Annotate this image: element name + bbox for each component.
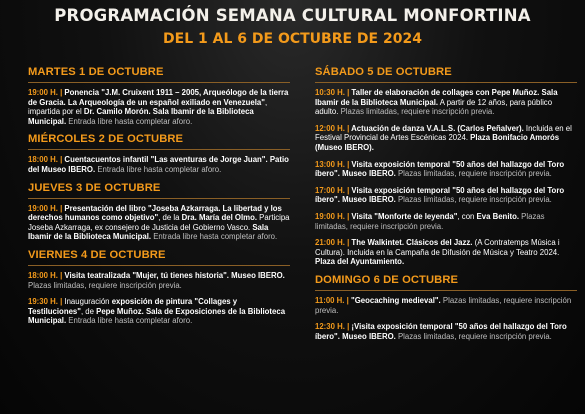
event-time: 18:00 H. | xyxy=(28,270,63,280)
event-text: Participa Joseba Azkarraga, ex consejero de Justicia del Gobierno Vasco. xyxy=(28,213,290,232)
event-text: , impartida por el xyxy=(28,97,268,117)
event-item xyxy=(28,297,290,326)
event-item xyxy=(315,212,577,231)
event-time: 21:00 H. | xyxy=(315,238,350,248)
event-venue: Dr. Camilo Morón. Sala Ibamir de la Biblioteca Municipal. xyxy=(28,107,254,126)
event-venue: Sala Ibamir de la Biblioteca Municipal. xyxy=(28,222,269,242)
event-note: Plazas limitadas, requiere inscripción previa. xyxy=(395,195,552,205)
event-note: Entrada libre hasta completar aforo. xyxy=(66,116,193,126)
event-text: (A Contratemps Música i Cultura). Incluida en la Campaña de Difusión de Música y Teatro 2024. xyxy=(315,238,560,257)
event-title: Ponencia "J.M. Cruixent 1911 – 2005, Arqueólogo de la tierra de Gracia. La Arqueología de un español exiliado en Venezuela" xyxy=(28,88,289,107)
event-venue: Plaza Bonifacio Amorós (Museo IBERO). xyxy=(315,133,560,152)
event-title: Actuación de danza V.A.L.S. (Carlos Peñalver). xyxy=(349,123,524,133)
event-item xyxy=(28,88,290,126)
event-time: 18:00 H. | xyxy=(28,155,63,165)
event-title: Visita teatralizada "Mujer, tú tienes historia". Museo IBERO. xyxy=(62,270,285,280)
event-title: Visita "Monforte de leyenda" xyxy=(349,211,458,221)
event-venue: exposición de pintura "Collages y Testiluciones" xyxy=(28,297,238,316)
event-title: ¡Visita exposición temporal "50 años del hallazgo del Toro íbero". Museo IBERO. xyxy=(315,322,567,341)
event-time: 10:30 H. | xyxy=(315,88,350,97)
event-item xyxy=(315,186,577,205)
day-heading: JUEVES 3 DE OCTUBRE xyxy=(28,181,161,194)
left-column xyxy=(28,66,290,333)
event-item xyxy=(28,271,290,290)
day-heading: VIERNES 4 DE OCTUBRE xyxy=(28,248,166,261)
event-title: Taller de elaboración de collages con Pepe Muñoz. Sala Ibamir de la Biblioteca Municipal. xyxy=(315,88,558,107)
date-range: DEL 1 AL 6 DE OCTUBRE DE 2024 xyxy=(163,31,422,47)
event-item xyxy=(315,88,577,117)
day-heading: DOMINGO 6 DE OCTUBRE xyxy=(315,273,459,286)
event-text: Inauguración xyxy=(62,297,112,307)
event-text: A partir de 12 años, para público adulto. xyxy=(315,97,553,117)
event-note: Plazas limitadas, requiere inscripción previa. xyxy=(395,331,552,341)
event-time: 19:00 H. | xyxy=(315,211,350,221)
event-note: Plazas limitadas, requiere inscripción previa. xyxy=(28,280,182,290)
event-venue: Dra. María del Olmo. xyxy=(181,213,258,223)
event-note: Plazas limitadas, requiere inscripción previa. xyxy=(395,169,552,179)
event-time: 17:00 H. | xyxy=(315,185,350,195)
event-item xyxy=(315,124,577,153)
event-title: The Walkintet. Clásicos del Jazz. xyxy=(349,238,473,248)
event-time: 11:00 H. | xyxy=(315,295,349,305)
event-time: 12:00 H. | xyxy=(315,123,350,133)
event-note: Plazas limitadas, requiere inscripción previa. xyxy=(315,211,545,231)
event-time: 19:00 H. | xyxy=(28,88,63,97)
event-venue: Plaza del Ayuntamiento. xyxy=(315,257,405,267)
event-item xyxy=(28,155,290,174)
day-divider xyxy=(28,198,290,199)
day-divider xyxy=(28,149,290,150)
event-text: , de xyxy=(80,306,97,316)
event-venue: Pepe Muñoz. Sala de Exposiciones de la Biblioteca Municipal. xyxy=(28,306,286,326)
event-item xyxy=(315,322,577,341)
event-note: Entrada libre hasta completar aforo. xyxy=(95,164,222,174)
day-divider xyxy=(315,82,577,83)
event-note: Plazas limitadas, requiere inscripción previa. xyxy=(338,107,495,117)
event-title: "Geocaching medieval". xyxy=(348,295,441,305)
event-title: Cuentacuentos infantil "Las aventuras de Jorge Juan". Patio del Museo IBERO. xyxy=(28,155,289,174)
day-heading: MIÉRCOLES 2 DE OCTUBRE xyxy=(28,133,184,146)
day-heading: MARTES 1 DE OCTUBRE xyxy=(28,66,164,78)
day-divider xyxy=(315,290,577,291)
event-note: Plazas limitadas, requiere inscripción previa. xyxy=(315,295,572,315)
event-title: Visita exposición temporal "50 años del hallazgo del Toro íbero". Museo IBERO. xyxy=(315,185,565,205)
event-text: , con xyxy=(457,211,477,221)
day-divider xyxy=(28,265,290,266)
event-item xyxy=(315,296,577,315)
day-heading: SÁBADO 5 DE OCTUBRE xyxy=(315,66,452,78)
event-time: 13:00 H. | xyxy=(315,159,350,169)
event-note: Entrada libre hasta completar aforo. xyxy=(66,316,193,326)
event-time: 12:30 H. | xyxy=(315,322,350,332)
event-note: Entrada libre hasta completar aforo. xyxy=(151,232,278,242)
event-venue: Eva Benito. xyxy=(476,211,520,221)
day-divider xyxy=(28,82,290,83)
event-text: Incluida en el Festival Provincial de Artes Escénicas 2024. xyxy=(315,123,572,143)
event-title: Presentación del libro "Joseba Azkarraga. La libertad y los derechos humanos como objetivo" xyxy=(28,203,282,223)
event-item xyxy=(315,238,577,267)
event-time: 19:30 H. | xyxy=(28,297,63,307)
event-item xyxy=(28,204,290,242)
event-item xyxy=(315,160,577,179)
right-column xyxy=(315,66,577,348)
event-title: Visita exposición temporal "50 años del hallazgo del Toro íbero". Museo IBERO. xyxy=(315,159,565,179)
event-text: , de la xyxy=(158,213,182,223)
event-time: 19:00 H. | xyxy=(28,203,63,213)
page-title: PROGRAMACIÓN SEMANA CULTURAL MONFORTINA xyxy=(54,6,531,25)
